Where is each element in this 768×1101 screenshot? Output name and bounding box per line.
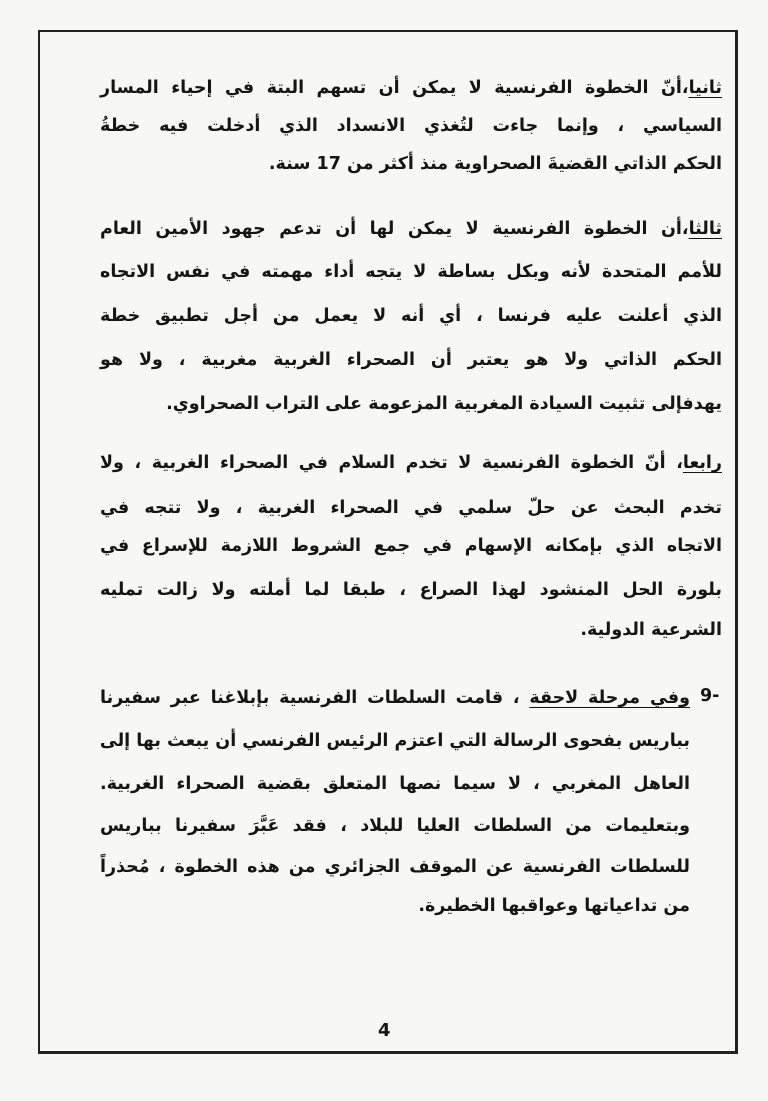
text-line: تخدم البحث عن حلّ سلمي في الصحراء الغربية ، ولا تتجه في (100, 498, 722, 518)
text-line: من تداعياتها وعواقبها الخطيرة. (418, 896, 690, 916)
text-line: الحكم الذاتي ولا هو يعتبر أن الصحراء الغربية مغربية ، ولا هو (100, 350, 722, 370)
paragraph-lead: وفي مرحلة لاحقة (529, 688, 690, 708)
text-line: للأمم المتحدة لأنه وبكل بساطة لا يتجه أداء مهمته في نفس الاتجاه (100, 262, 722, 282)
item-number: 9- (700, 686, 720, 706)
text-line: وفي مرحلة لاحقة ، قامت السلطات الفرنسية بإبلاغنا عبر سفيرنا (100, 688, 690, 708)
paragraph-lead: ثانيا (688, 78, 722, 98)
text-line: الاتجاه الذي بإمكانه الإسهام في جمع الشروط اللازمة للإسراع في (100, 536, 722, 556)
text-line: ثالثا،أن الخطوة الفرنسية لا يمكن لها أن تدعم جهود الأمين العام (100, 219, 722, 239)
text-line: للسلطات الفرنسية عن الموقف الجزائري من هذه الخطوة ، مُحذراً (100, 857, 690, 877)
text-line: الحكم الذاتي القضيةَ الصحراوية منذ أكثر من 17 سنة. (268, 154, 722, 174)
text-line: بباريس بفحوى الرسالة التي اعتزم الرئيس الفرنسي أن يبعث بها إلى (99, 731, 690, 751)
text-line: يهدفإلى تثبيت السيادة المغربية المزعومة على التراب الصحراوي. (166, 394, 722, 414)
paragraph-lead: رابعا (682, 453, 722, 473)
text-line: وبتعليمات من السلطات العليا للبلاد ، فقد عَبَّرَ سفيرنا بباريس (100, 816, 690, 836)
text-line: ثانيا،أنّ الخطوة الفرنسية لا يمكن أن تسهم البتة في إحياء المسار (100, 78, 722, 98)
text-line: الشرعية الدولية. (580, 620, 722, 640)
text-line: العاهل المغربي ، لا سيما نصها المتعلق بقضية الصحراء الغربية. (100, 774, 690, 794)
text-line: السياسي ، وإنما جاءت لتُغذي الانسداد الذي أدخلت فيه خطةُ (100, 116, 722, 136)
text-line: الذي أعلنت عليه فرنسا ، أي أنه لا يعمل من أجل تطبيق خطة (100, 306, 722, 326)
text-line: رابعا، أنّ الخطوة الفرنسية لا تخدم السلام في الصحراء الغربية ، ولا (100, 453, 722, 473)
text-line: بلورة الحل المنشود لهذا الصراع ، طبقا لما أملته ولا زالت تمليه (100, 580, 722, 600)
page-number: 4 (378, 1020, 391, 1041)
paragraph-lead: ثالثا (688, 219, 722, 239)
